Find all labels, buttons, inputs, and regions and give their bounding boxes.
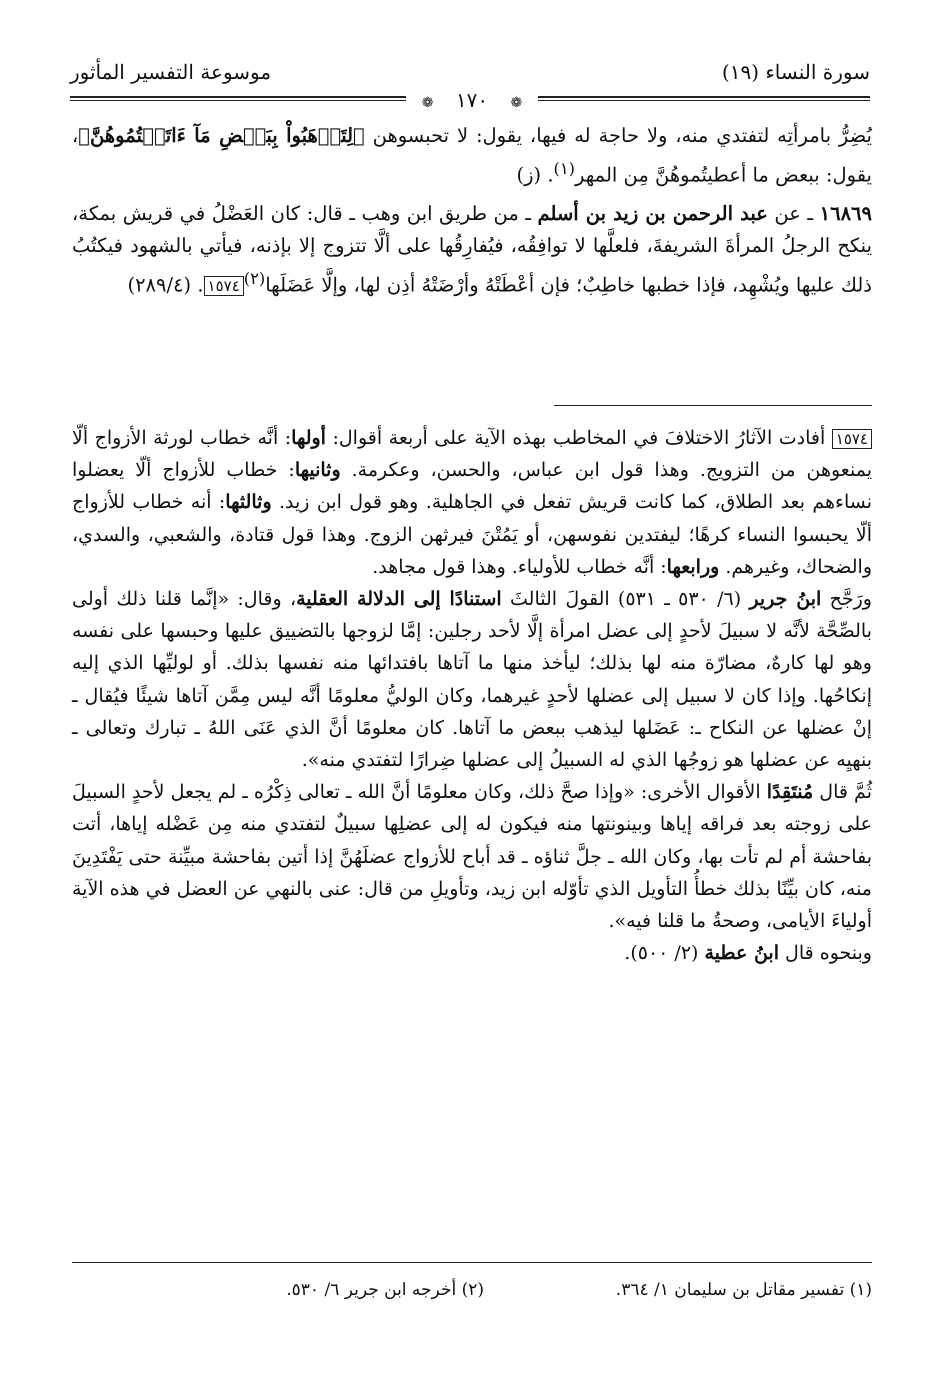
- text: : أنَّه خطاب لورثة الأزواج ألّا يمنعوهن من التزويج. وهذا قول ابن عباس، والحسن، وعكرمة.: [72, 427, 872, 482]
- commentary-paragraph: [72, 422, 872, 583]
- basis-label: استنادًا إلى الدلالة العقلية: [296, 588, 502, 611]
- footnote-ref: (٢): [243, 268, 266, 288]
- footnote-ref: (١): [553, 158, 575, 178]
- source-code: . (ز): [516, 163, 554, 186]
- commentary: [72, 422, 872, 969]
- citation: . (٢٨٩/٤): [127, 273, 204, 296]
- commentary-ref-box: ١٥٧٤: [204, 276, 244, 296]
- label-first: أولها: [291, 427, 326, 449]
- label-fourth: ورابعها: [666, 555, 720, 578]
- paragraph-opening: [72, 120, 872, 192]
- label-third: وثالثها: [225, 491, 272, 514]
- text: : أنه خطاب للأزواج ألّا يحبسوا النساء كرهًا؛ ليفتدين نفوسهن، أو يَمُتْنَ فيرثهن الزوج. وهذا قول قتادة، والشعبي، والسدي، والضحاك، وغيرهم.: [72, 491, 872, 578]
- quran-verse: ﴿لِتَذۡهَبُواْ بِبَعۡضِ مَآ ءَاتَيۡتُمُوهُنَّ﴾: [78, 124, 365, 147]
- commentary-paragraph: [72, 583, 872, 776]
- commentary-paragraph: [72, 937, 872, 969]
- text: (٢/ ٥٠٠).: [624, 942, 705, 965]
- text: أفادت الآثارُ الاختلافَ في المخاطب بهذه الآية على أربعة أقوال:: [325, 427, 832, 449]
- ornament-icon: ❁: [414, 95, 442, 111]
- scholar-name: ابنُ جرير: [749, 588, 822, 611]
- main-text: [72, 120, 872, 302]
- text: ـ من طريق ابن وهب ـ قال: كان العَضْلُ في قريش بمكة، ينكح الرجلُ المرأةَ الشريفةَ، فلعلَّها لا توافِقُه، فيُفارِقُها على ألَّا تتزوج إلا بإذنه، فيأتي بالشهود فيكتُبُ ذلك عليها ويُشْهِد، فإذا خطبها خاطِبٌ؛ فإن أعْطَتْهُ وأرْضَتْهُ أذِن لها، وإلَّا عَضَلَها: [72, 201, 872, 296]
- text: الأقوال الأخرى: «وإذا صحَّ ذلك، وكان معلومًا أنَّ الله ـ تعالى ذِكْرُه ـ لم يجعل لأحدٍ السبيلَ على زوجته بعد فراقه إياها وبينونتها منه فيكون له إلى عضلِها سبيلٌ لتفتدي منه مِن عَضْله إياها، أتت بفاحشة أم لم تأت بها، وكان الله ـ جلَّ ثناؤه ـ قد أباح للأزواج عضلَهُنَّ إذا أتين بفاحشة مبيِّنة حتى يَفْتَدِينَ منه، كان بيِّنًا بذلك خطأُ التأويل الذي تأوّله ابن زيد، وتأويلِ من قال: عنى بالنهي عن العضل في هذه الآية أولياءَ الأيامى، وصحةُ ما قلنا فيه».: [72, 781, 872, 933]
- running-header: [70, 58, 870, 92]
- footnote-2: (٢) أخرجه ابن جرير ٦/ ٥٣٠.: [286, 1280, 484, 1300]
- footnote-separator: [72, 1262, 872, 1263]
- athar-entry: [72, 198, 872, 302]
- text: يُضِرُّ بامرأتِه لتفتدي منه، ولا حاجة له فيها، يقول: لا تحبسوهن: [372, 124, 872, 147]
- text: وبنحوه قال: [779, 942, 872, 965]
- narrator-name: عبد الرحمن بن زيد بن أسلم: [537, 201, 768, 225]
- text: ، يقول: ببعض ما أعطيتُموهُنَّ مِن المهر: [72, 124, 872, 186]
- entry-number: ١٦٨٦٩: [819, 201, 872, 225]
- text: : خطاب للأزواج ألّا يعضلوا نساءهم بعد الطلاق، كما كانت قريش تفعل في الجاهلية. وهو قول ابن زيد.: [72, 459, 872, 514]
- commentary-separator: [554, 405, 872, 406]
- scholar-name: ابنُ عطية: [704, 942, 779, 965]
- text: ثُمَّ قال: [813, 781, 872, 804]
- ornament-icon: ❁: [502, 95, 530, 111]
- commentary-paragraph: [72, 776, 872, 937]
- critique-label: مُنتَقِدًا: [766, 781, 814, 804]
- commentary-number-box: ١٥٧٤: [832, 429, 872, 449]
- book-title: موسوعة التفسير المأثور: [70, 60, 272, 84]
- label-second: وثانيها: [294, 459, 341, 482]
- page-number: [0, 88, 944, 112]
- text: (٦/ ٥٣٠ ـ ٥٣١) القولَ الثالثَ: [501, 588, 750, 611]
- footnote-1: (١) تفسير مقاتل بن سليمان ١/ ٣٦٤.: [615, 1280, 872, 1300]
- text: ـ عن: [767, 201, 820, 225]
- text: : أنَّه خطاب للأولياء. وهذا قول مجاهد.: [372, 555, 667, 578]
- page-number-value: ١٧٠: [448, 88, 496, 112]
- text: ، وقال: «إنَّما قلنا ذلك أولى بالصِّحَّة لأنَّه لا سبيلَ لأحدٍ إلى عضل امرأة إلَّا لأحد رجلين: إمَّا لزوجها بالتضييق عليها وحبسها على نفسه وهو لها كارهٌ، مضارّة منه لها بذلك؛ ليأخذ منها ما آتاها بافتدائها منه نفسها بذلك. أو لوليِّها الذي إليه إنكاحُها. وإذا كان لا سبيل إلى عضلها لأحدٍ غيرهما، وكان الوليُّ معلومًا أنَّه ليس مِمَّن آتاها شيئًا فيُقال ـ إنْ عضلها عن النكاح ـ: عَضَلها ليذهب ببعض ما آتاها. كان معلومًا أنَّ الذي عَنَى اللهُ ـ تبارك وتعالى ـ بنهيِه عن عضلها هو زوجُها الذي له السبيلُ إلى عضلها ضِرارًا لتفتدي منه».: [72, 588, 872, 772]
- text: ورَجَّح: [821, 588, 872, 611]
- surah-title: سورة النساء (١٩): [721, 60, 870, 84]
